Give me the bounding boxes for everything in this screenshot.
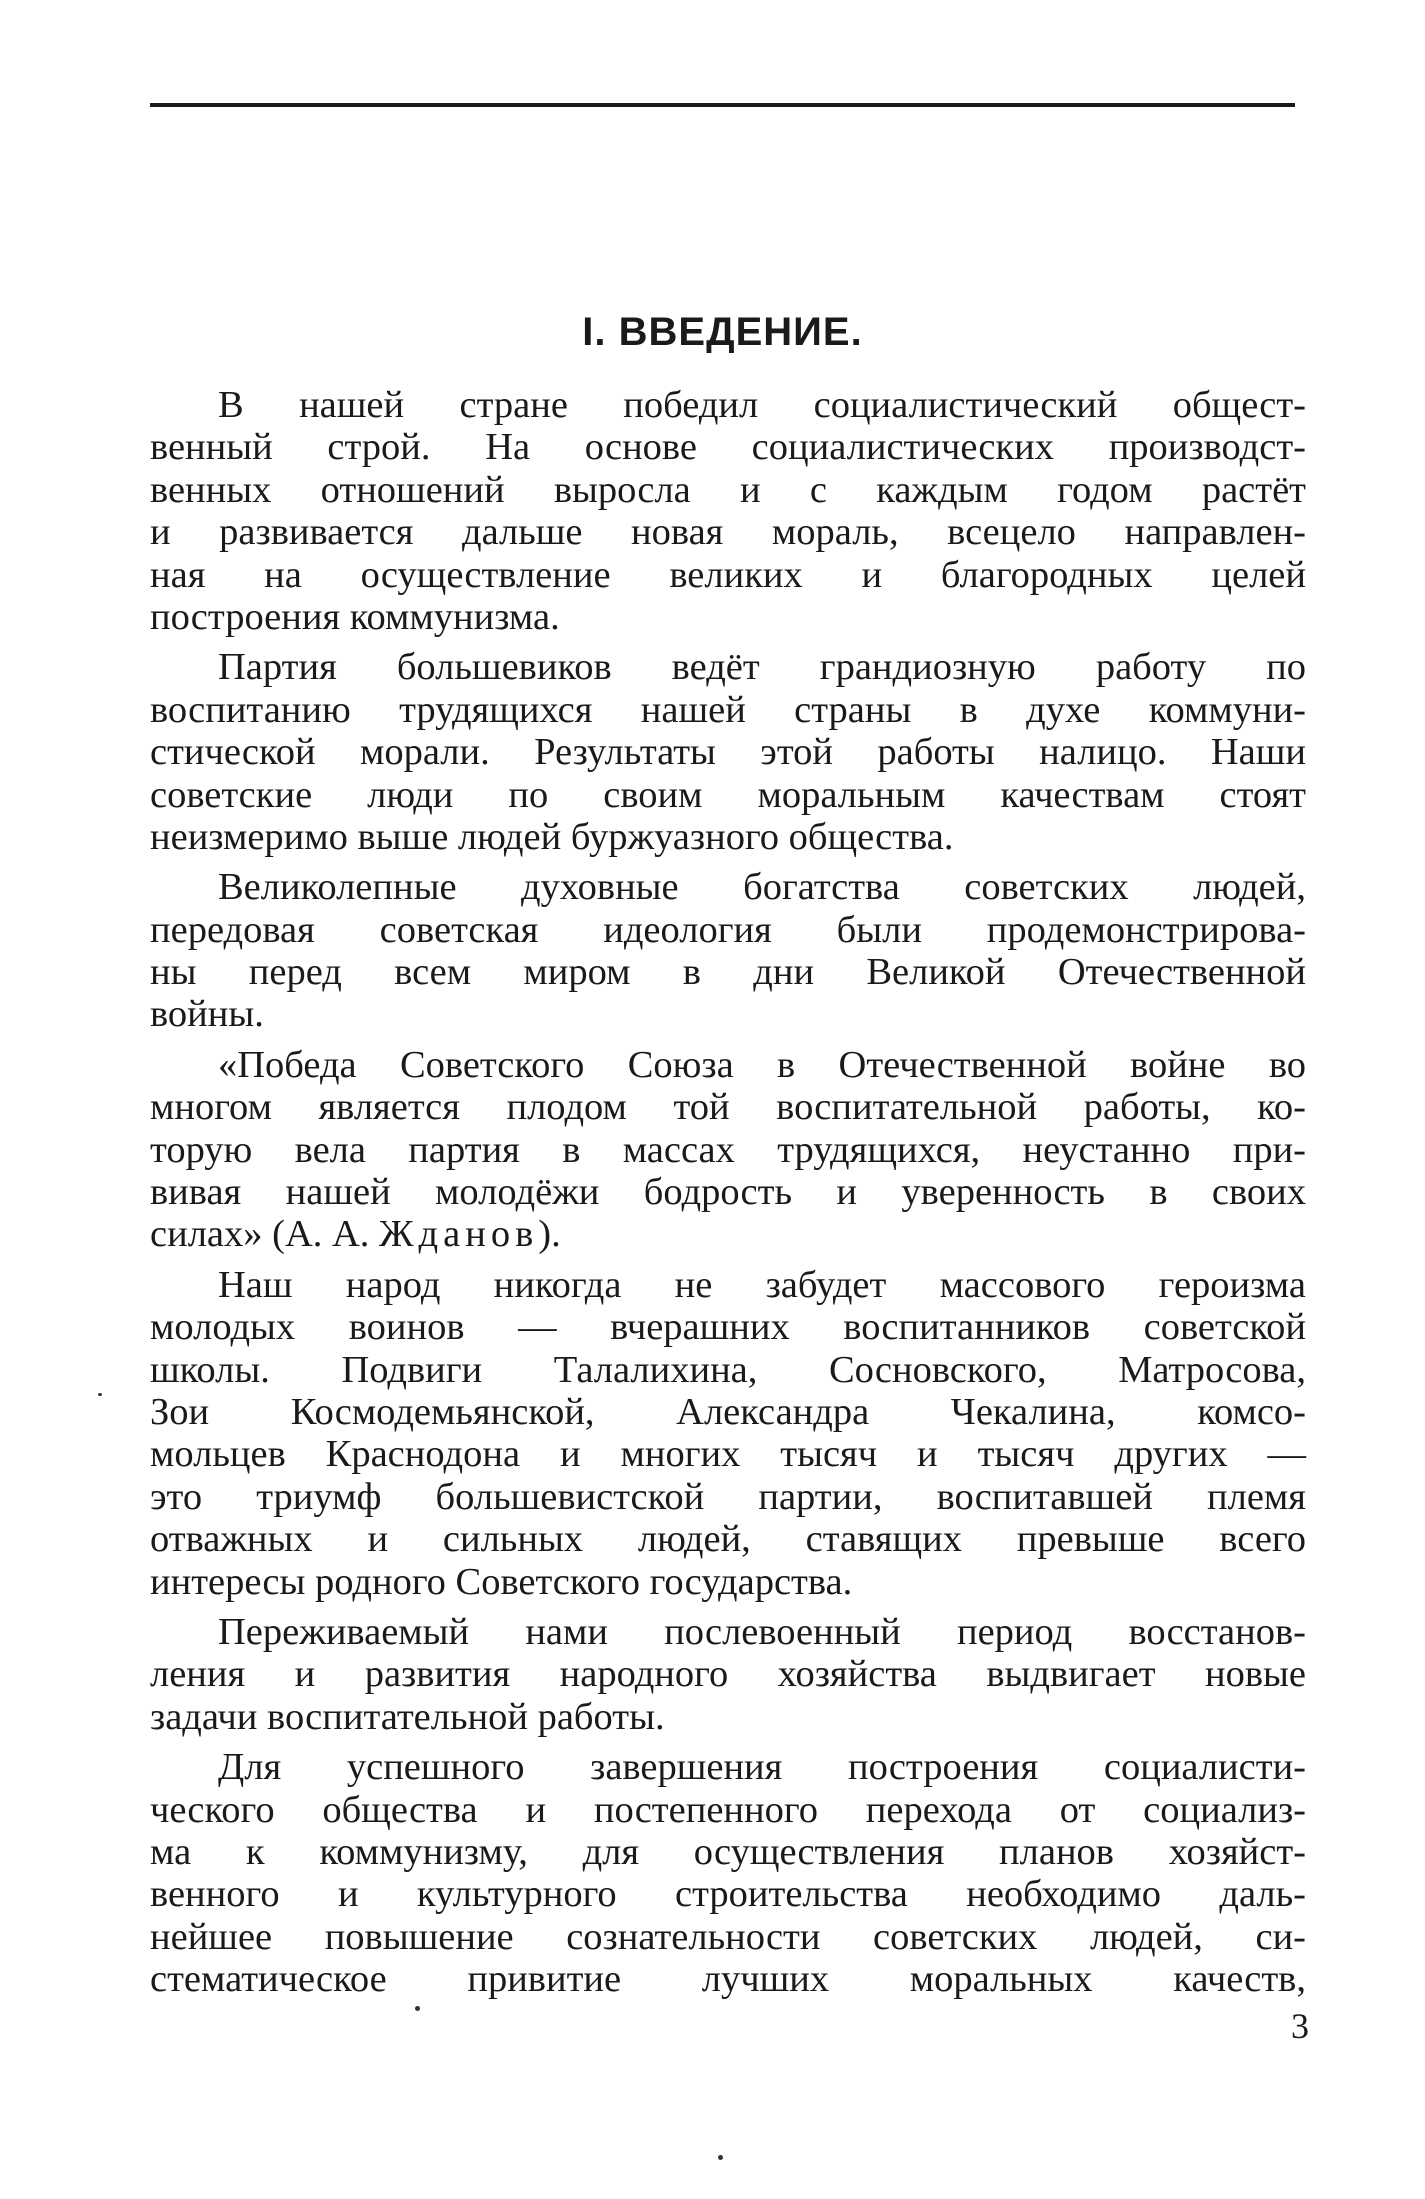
text-line: школы. Подвиги Талалихина, Сосновского, Матросова, [150, 1348, 1306, 1391]
text-line: построения коммунизма. [150, 595, 560, 638]
scan-speck [415, 2006, 420, 2011]
text-line: венных отношений выросла и с каждым годом растёт [150, 468, 1306, 511]
text-line: ны перед всем миром в дни Великой Отечественной [150, 951, 1306, 994]
text-line: ческого общества и постепенного перехода от социализ- [150, 1788, 1306, 1831]
text-line: нейшее повышение сознательности советских людей, си- [150, 1915, 1306, 1958]
paragraph-4-quote [150, 1044, 1306, 1256]
text-line: В нашей стране победил социалистический общест- [218, 384, 1306, 426]
text-line: неизмеримо выше людей буржуазного общества. [150, 815, 954, 858]
text-line: вивая нашей молодёжи бодрость и уверенность в своих [150, 1171, 1306, 1214]
text-line: молодых воинов — вчерашних воспитанников советской [150, 1306, 1306, 1349]
text-line: венный строй. На основе социалистических производст- [150, 426, 1306, 469]
text-line: ления и развития народного хозяйства выдвигает новые [150, 1653, 1306, 1696]
text-line: и развивается дальше новая мораль, всецело направлен- [150, 511, 1306, 554]
text-line: Зои Космодемьянской, Александра Чекалина, комсо- [150, 1390, 1306, 1433]
text-line: советские люди по своим моральным качествам стоят [150, 773, 1306, 816]
text-line: передовая советская идеология были продемонстрирова- [150, 908, 1306, 951]
body-text [150, 384, 1306, 2008]
paragraph-1 [150, 384, 1306, 638]
paragraph-7 [150, 1746, 1306, 2000]
page-number: 3 [1291, 2006, 1309, 2046]
text-line: Наш народ никогда не забудет массового героизма [218, 1263, 1306, 1306]
text-line: торую вела партия в массах трудящихся, неустанно при- [150, 1128, 1306, 1171]
scan-speck [98, 1393, 102, 1396]
top-rule [150, 103, 1295, 107]
text-line: войны. [150, 993, 264, 1036]
text-line: мольцев Краснодона и многих тысяч и тысяч других — [150, 1433, 1306, 1476]
paragraph-2 [150, 646, 1306, 858]
text-line: Партия большевиков ведёт грандиозную работу по [218, 646, 1306, 689]
text-line: задачи воспитательной работы. [150, 1695, 665, 1738]
text-line: Переживаемый нами послевоенный период восстанов- [218, 1610, 1306, 1653]
quote-tail-text: силах» (А. А. [150, 1213, 380, 1256]
text-line: Великолепные духовные богатства советских людей, [218, 866, 1306, 909]
text-line: стической морали. Результаты этой работы налицо. Наши [150, 731, 1306, 774]
quote-author: Жданов [379, 1213, 539, 1256]
text-line: это триумф большевистской партии, воспитавшей племя [150, 1475, 1306, 1518]
text-line: воспитанию трудящихся нашей страны в духе коммуни- [150, 688, 1306, 731]
text-line: многом является плодом той воспитательной работы, ко- [150, 1086, 1306, 1129]
paragraph-6 [150, 1611, 1306, 1738]
text-line: венного и культурного строительства необходимо даль- [150, 1873, 1306, 1916]
paragraph-3 [150, 866, 1306, 1036]
text-line: интересы родного Советского государства. [150, 1560, 853, 1603]
quote-attribution-line [150, 1213, 1306, 1255]
scan-speck [718, 2155, 723, 2160]
text-line: отважных и сильных людей, ставящих превыше всего [150, 1518, 1306, 1561]
text-line: ма к коммунизму, для осуществления планов хозяйст- [150, 1830, 1306, 1873]
text-line: Для успешного завершения построения социалисти- [218, 1746, 1306, 1789]
quote-tail-end: ). [538, 1213, 561, 1256]
text-line: стематическое привитие лучших моральных качеств, [150, 1958, 1306, 2001]
text-line: «Победа Советского Союза в Отечественной войне во [218, 1043, 1306, 1086]
text-line: ная на осуществление великих и благородных целей [150, 553, 1306, 596]
chapter-heading: I. ВВЕДЕНИЕ. [582, 310, 863, 354]
paragraph-5 [150, 1264, 1306, 1603]
